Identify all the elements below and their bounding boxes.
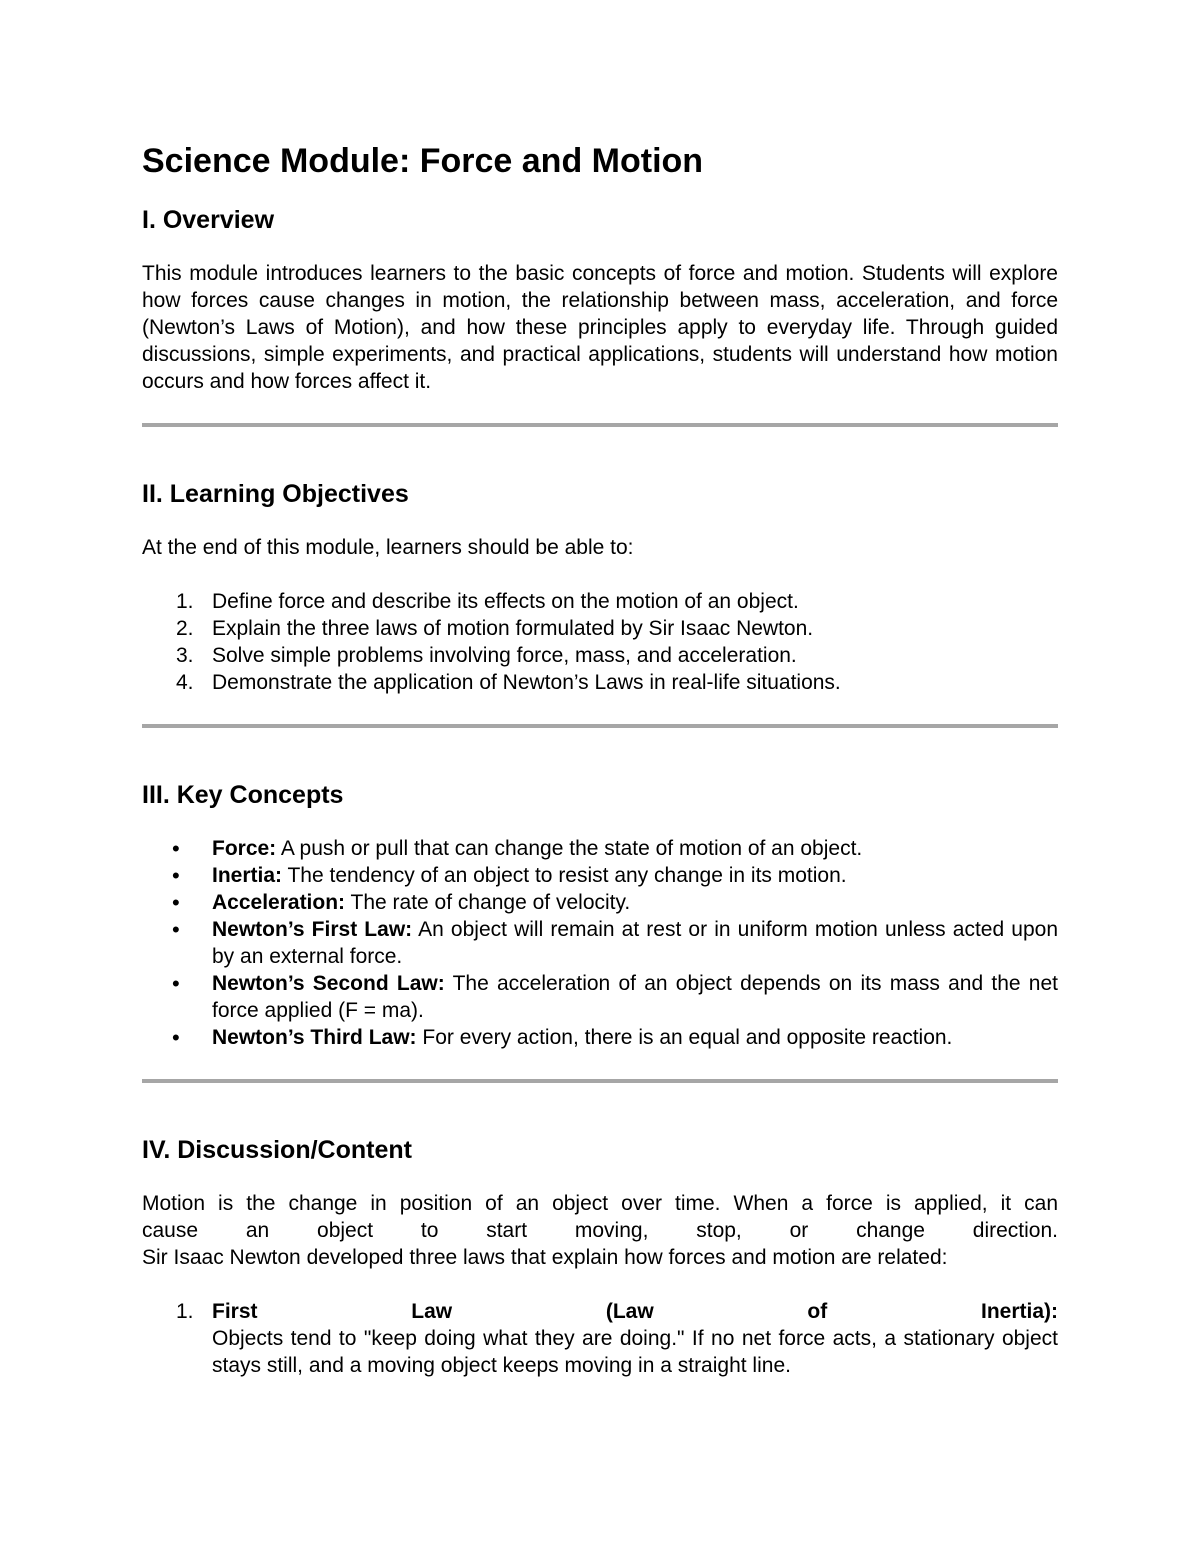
bullet-icon: • [172, 1025, 180, 1050]
document-title: Science Module: Force and Motion [142, 142, 704, 180]
discussion-line: Sir Isaac Newton developed three laws that explain how forces and motion are related: [142, 1246, 948, 1269]
concept-term: Newton’s Second Law: [212, 972, 445, 995]
bullet-icon: • [172, 971, 180, 996]
concept-definition: A push or pull that can change the state of motion of an object. [276, 837, 863, 860]
list-item-text: Solve simple problems involving force, mass, and acceleration. [212, 644, 797, 667]
list-item [142, 1024, 1058, 1051]
list-item-text: Define force and describe its effects on the motion of an object. [212, 590, 799, 613]
list-item [142, 970, 1058, 1024]
objectives-heading: II. Learning Objectives [142, 480, 409, 508]
list-item-text: Demonstrate the application of Newton’s Laws in real-life situations. [212, 671, 841, 694]
list-item [142, 669, 1058, 696]
list-number: 1. [176, 590, 194, 613]
document-page [142, 140, 1058, 1379]
list-item [142, 835, 1058, 862]
concept-term: Newton’s First Law: [212, 918, 413, 941]
list-number: 3. [176, 644, 194, 667]
list-item [142, 889, 1058, 916]
concepts-list [142, 835, 1058, 1051]
list-item [142, 916, 1058, 970]
list-number: 4. [176, 671, 194, 694]
section-divider [142, 423, 1058, 427]
laws-list [142, 1298, 1058, 1379]
list-number: 2. [176, 617, 194, 640]
bullet-icon: • [172, 836, 180, 861]
list-item [142, 615, 1058, 642]
law-title: First Law (Law of Inertia): [212, 1300, 1058, 1323]
concept-term: Force: [212, 837, 277, 860]
list-item [142, 1298, 1058, 1379]
law-text: Objects tend to "keep doing what they are doing." If no net force acts, a stationary object stays still, and a moving object keeps moving in a straight line. [212, 1327, 1058, 1377]
bullet-icon: • [172, 890, 180, 915]
concepts-heading: III. Key Concepts [142, 781, 344, 809]
concept-definition: The acceleration of an object depends on its mass and the net force applied (F = ma). [212, 972, 1058, 1022]
overview-paragraph: This module introduces learners to the basic concepts of force and motion. Students will explore how forces cause changes in motion, the relationship between mass, acceleration, and force (Newton’s Laws of Motion), and how these principles apply to everyday life. Through guided discussions, simple experiments, and practical applications, students will understand how motion occurs and how forces affect it. [142, 262, 1058, 393]
concept-definition: For every action, there is an equal and opposite reaction. [416, 1026, 953, 1049]
bullet-icon: • [172, 863, 180, 888]
discussion-paragraph [142, 1190, 1058, 1271]
list-number: 1. [176, 1300, 194, 1323]
section-divider [142, 1079, 1058, 1083]
concept-definition: The rate of change of velocity. [345, 891, 631, 914]
list-item [142, 862, 1058, 889]
concept-definition: The tendency of an object to resist any change in its motion. [282, 864, 847, 887]
discussion-heading: IV. Discussion/Content [142, 1136, 412, 1164]
objectives-list [142, 588, 1058, 696]
objectives-intro: At the end of this module, learners should be able to: [142, 536, 634, 559]
section-divider [142, 724, 1058, 728]
discussion-line: cause an object to start moving, stop, or change direction. [142, 1219, 1058, 1242]
overview-heading: I. Overview [142, 206, 275, 234]
list-item [142, 588, 1058, 615]
list-item-text: Explain the three laws of motion formulated by Sir Isaac Newton. [212, 617, 814, 640]
list-item [142, 642, 1058, 669]
concept-term: Inertia: [212, 864, 283, 887]
concept-term: Acceleration: [212, 891, 346, 914]
concept-term: Newton’s Third Law: [212, 1026, 417, 1049]
discussion-line: Motion is the change in position of an object over time. When a force is applied, it can [142, 1192, 1058, 1215]
bullet-icon: • [172, 917, 180, 942]
concept-definition: An object will remain at rest or in uniform motion unless acted upon by an external force. [212, 918, 1059, 968]
